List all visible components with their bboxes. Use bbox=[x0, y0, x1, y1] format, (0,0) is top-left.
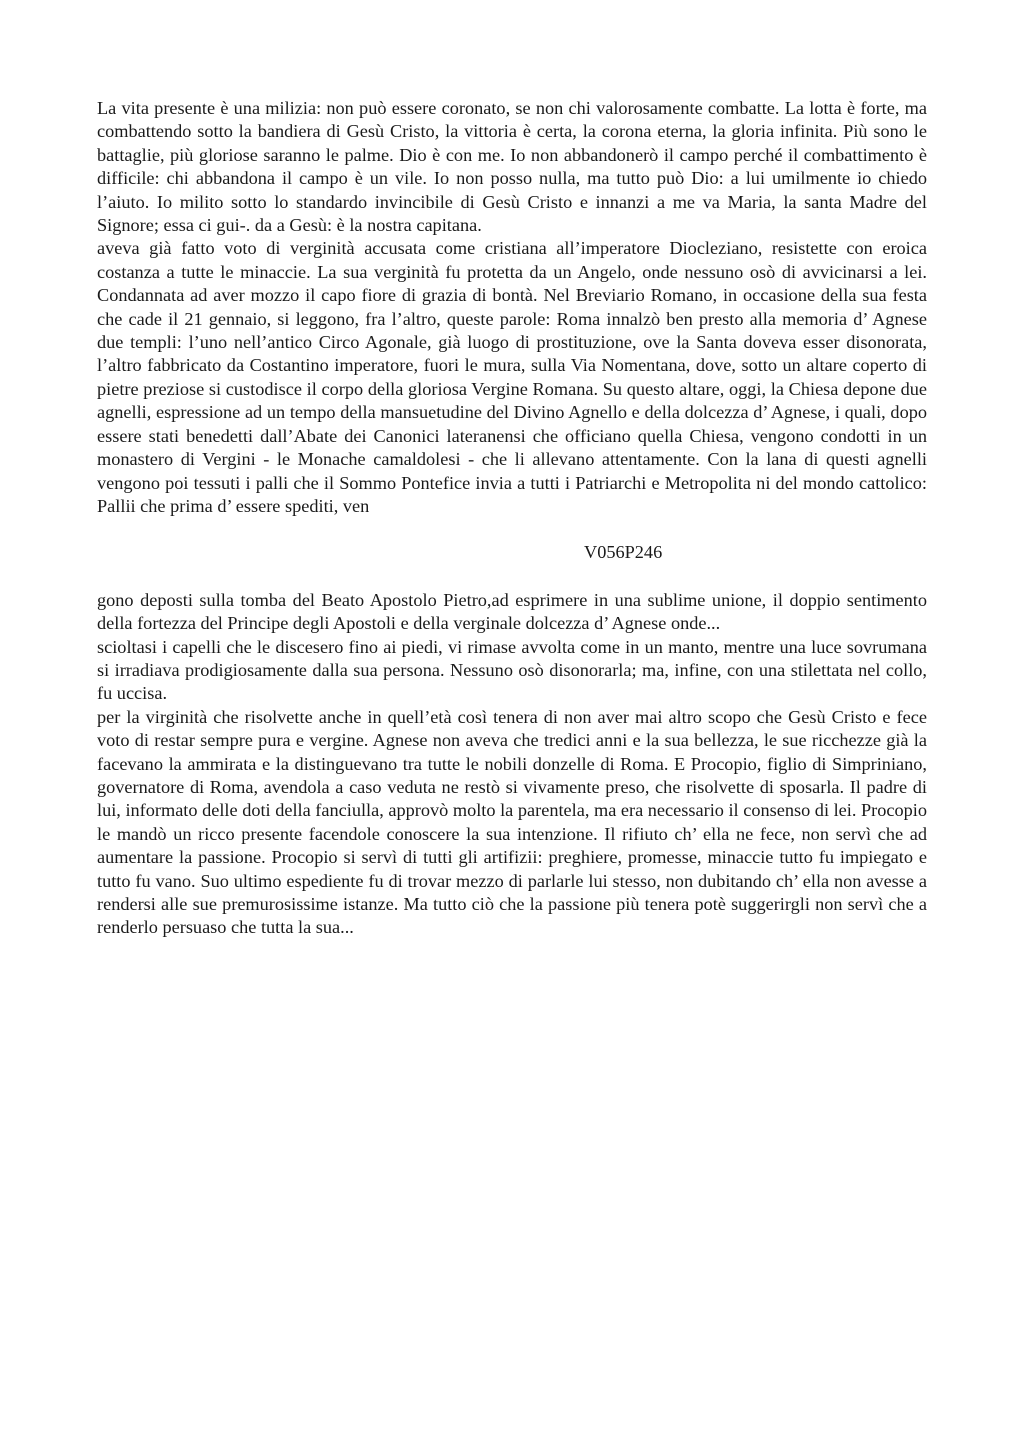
paragraph-milizia: La vita presente è una milizia: non può essere coronato, se non chi valorosamente combatte. La lotta è forte, ma combattendo sotto la bandiera di Gesù Cristo, la vittoria è certa, la corona eterna, la gloria infinita. Più sono le battaglie, più gloriose saranno le palme. Dio è con me. Io non abbandonerò il campo perché il combattimento è difficile: chi abbandona il campo è un vile. Io non posso nulla, ma tutto può Dio: a lui umilmente io chiedo l’aiuto. Io milito sotto lo standardo invincibile di Gesù Cristo e innanzi a me va Maria, la santa Madre del Signore; essa ci gui-. da a Gesù: è la nostra capitana. bbox=[97, 98, 927, 236]
paragraph-procopio: per la virginità che risolvette anche in quell’età così tenera di non aver mai altro scopo che Gesù Cristo e fece voto di restar sempre pura e vergine. Agnese non aveva che tredici anni e la sua bellezza, le sue ricchezze già la facevano la ammirata e la distinguevano tra tutte le nobili donzelle di Roma. E Procopio, figlio di Simpriniano, governatore di Roma, avendola a caso veduta ne restò si vivamente preso, che risolvette di sposarla. Il padre di lui, informato delle doti della fanciulla, approvò molto la parentela, ma era necessario il consenso di lei. Procopio le mandò un ricco presente facendole conoscere la sua intenzione. Il rifiuto ch’ ella ne fece, non servì che ad aumentare la passione. Procopio si servì di tutti gli artifizii: preghiere, promesse, minaccie tutto fu impiegato e tutto fu vano. Suo ultimo espediente fu di trovar mezzo di parlarle lui stesso, non dubitando ch’ ella non avesse a rendersi alle sue premurosissime istanze. Ma tutto ciò che la passione più tenera potè suggerirgli non servì che a renderlo persuaso che tutta la sua... bbox=[97, 706, 928, 938]
paragraph-capelli: scioltasi i capelli che le discesero fino ai piedi, vi rimase avvolta come in un manto, mentre una luce sovrumana si irradiava prodigiosamente dalla sua persona. Nessuno osò disonorarla; ma, infine, con una stilettata nel collo, fu uccisa. bbox=[97, 636, 927, 704]
paragraph-verginita: aveva già fatto voto di verginità accusata come cristiana all’imperatore Diocleziano, resistette con eroica costanza a tutte le minaccie. La sua verginità fu protetta da un Angelo, onde nessuno osò di avvicinarsi a lei. Condannata ad aver mozzo il capo fiore di grazia di bontà. Nel Breviario Romano, in occasione della sua festa che cade il 21 gennaio, si leggono, fra l’altro, queste parole: Roma innalzò ben presto alla memoria d’ Agnese due templi: l’uno nell’antico Circo Agonale, già luogo di prostituzione, ove la Santa doveva esser disonorata, l’altro fabbricato da Costantino imperatore, fuori le mura, sulla Via Nomentana, dove, sotto un altare coperto di pietre preziose si custodisce il corpo della gloriosa Vergine Romana. Su questo altare, oggi, la Chiesa depone due agnelli, espressione ad un tempo della mansuetudine del Divino Agnello e della dolcezza d’ Agnese, i quali, dopo essere stati benedetti dall’Abate dei Canonici lateranensi che officiano quella Chiesa, vengono condotti in un monastero di Vergini - le Monache camaldolesi - che li allevano attentamente. Con la lana di questi agnelli vengono poi tessuti i palli che il Sommo Pontefice invia a tutti i Patriarchi e Metropolita ni del mondo cattolico: Pallii che prima d’ essere spediti, ven bbox=[97, 238, 927, 516]
page-marker: V056P246 bbox=[584, 542, 663, 563]
paragraph-tomba-pietro: gono deposti sulla tomba del Beato Apostolo Pietro,ad esprimere in una sublime unione, il doppio sentimento della fortezza del Principe degli Apostoli e della verginale dolcezza d’ Agnese onde... bbox=[97, 589, 927, 634]
document-page bbox=[97, 97, 927, 940]
